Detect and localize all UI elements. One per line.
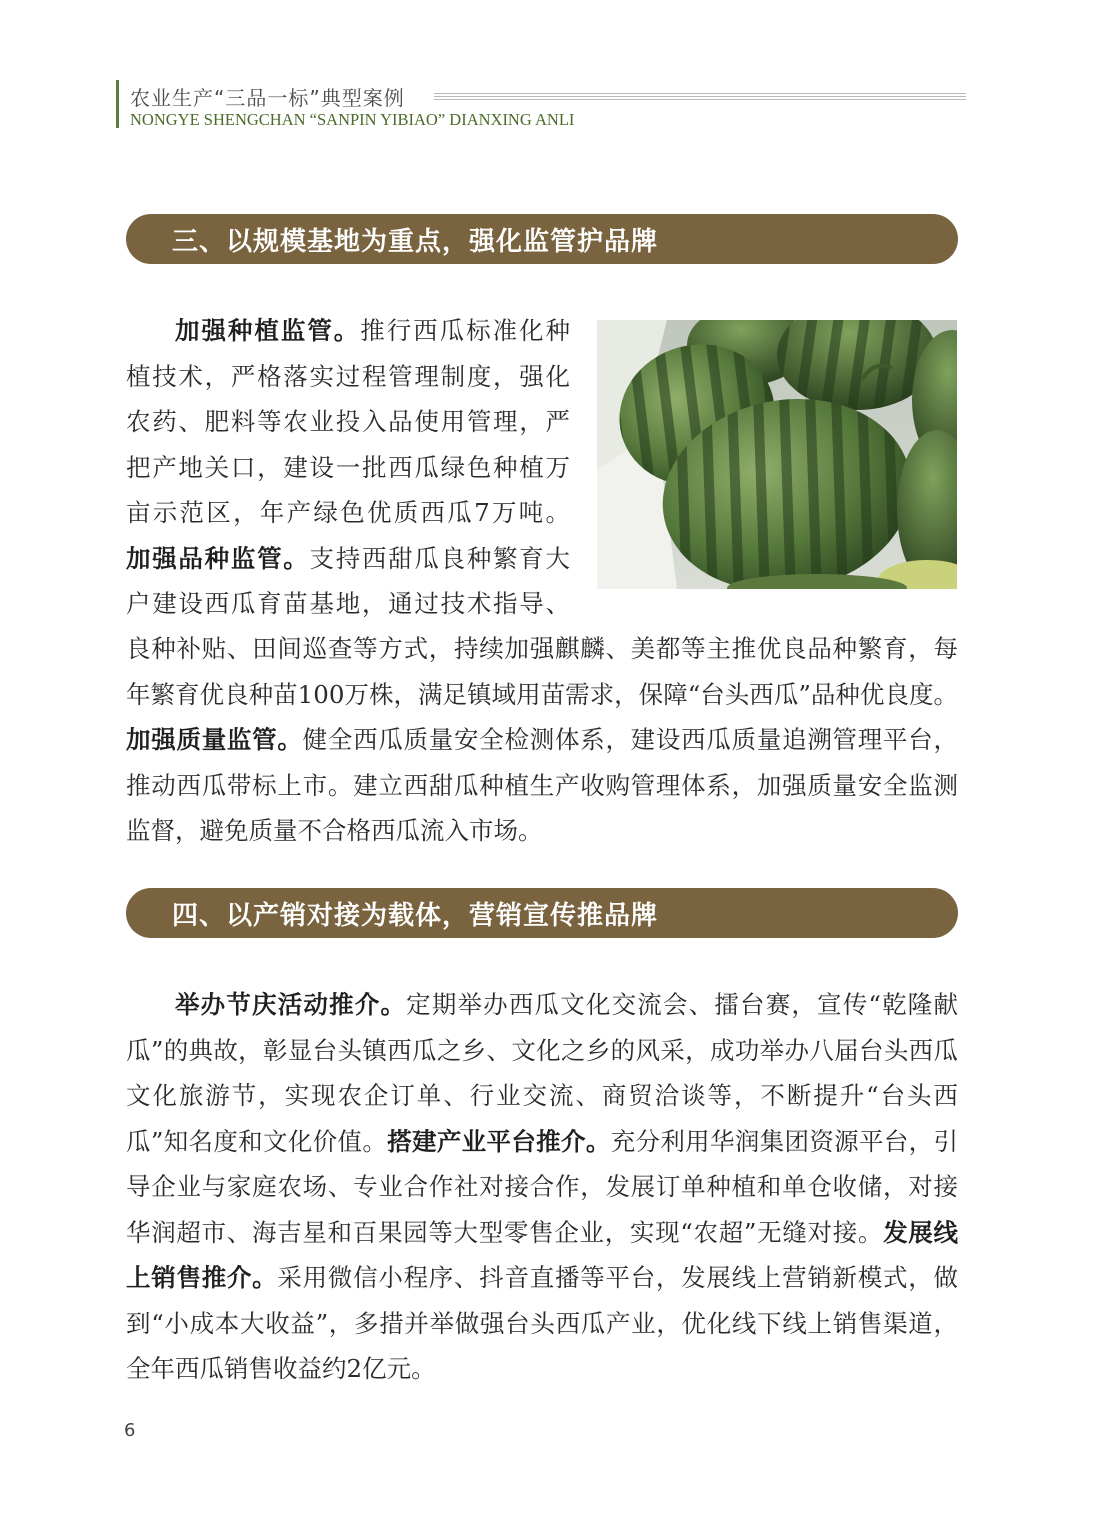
body-text: 定期举办西瓜文化交流会、擂台赛，宣传“乾隆献瓜”的典故，彰显台头镇西瓜之乡、文化之乡的风采，成功举办八届台头西瓜文化旅游节，实现农企订单、行业交流、商贸洽谈等，不断提升“台头西瓜”知名度和文化价值。 (126, 990, 958, 1156)
text-line (126, 308, 570, 354)
section-3-continued-text (126, 626, 958, 854)
text-line (126, 490, 570, 536)
body-text: 把产地关口，建设一批西瓜绿色种植万 (126, 452, 570, 482)
header-accent-bar (116, 80, 119, 128)
bold-lead-phrase: 加强种植监管。 (175, 316, 361, 345)
watermelon-photo (597, 320, 957, 589)
body-text: 充分利用华润集团资源平台，引导企业与家庭农场、专业合作社对接合作，发展订单种植和单仓收储，对接华润超市、海吉星和百果园等大型零售企业，实现“农超”无缝对接。 (126, 1126, 959, 1247)
section-4-text (126, 982, 958, 1392)
body-text: 农药、肥料等农业投入品使用管理，严 (126, 407, 570, 436)
body-text: 健全西瓜质量安全检测体系，建设西瓜质量追溯管理平台，推动西瓜带标上市。建立西甜瓜种植生产收购管理体系，加强质量安全监测监督，避免质量不合格西瓜流入市场。 (126, 725, 958, 845)
body-text: 户建设西瓜育苗基地，通过技术指导、 (126, 589, 570, 618)
text-line (126, 445, 570, 491)
section-3-heading: 三、以规模基地为重点，强化监管护品牌 (172, 226, 659, 257)
body-text: 良种补贴、田间巡查等方式，持续加强麒麟、美都等主推优良品种繁育，每年繁育优良种苗100万株，满足镇域用苗需求，保障“台头西瓜”品种优良度。 (126, 634, 958, 709)
section-4-heading-banner (126, 888, 958, 938)
page-number: 6 (124, 1420, 136, 1441)
section-4-heading: 四、以产销对接为载体，营销宣传推品牌 (172, 900, 659, 931)
bold-lead-phrase: 发展线上销售推介。 (126, 1217, 958, 1292)
header-subtitle: NONGYE SHENGCHAN “SANPIN YIBIAO” DIANXING ANLI (130, 110, 575, 129)
bold-lead-phrase: 搭建产业平台推介。 (387, 1126, 611, 1156)
text-line (126, 581, 570, 627)
body-text: 亩示范区，年产绿色优质西瓜7万吨。 (126, 498, 570, 527)
bold-lead-phrase: 举办节庆活动推介。 (175, 990, 407, 1019)
body-text: 支持西甜瓜良种繁育大 (309, 543, 570, 573)
bold-lead-phrase: 加强质量监管。 (126, 725, 303, 754)
header-rule (434, 93, 966, 102)
text-line (126, 354, 570, 400)
watermelon-illustration (597, 320, 957, 589)
text-line (126, 399, 570, 445)
section-3-wrapped-text (126, 308, 570, 627)
body-text: 采用微信小程序、抖音直播等平台，发展线上营销新模式，做到“小成本大收益”，多措并举做强台头西瓜产业，优化线下线上销售渠道，全年西瓜销售收益约2亿元。 (126, 1263, 958, 1383)
body-text: 推行西瓜标准化种 (360, 316, 570, 345)
header-title: 农业生产“三品一标”典型案例 (130, 86, 405, 110)
body-text: 植技术，严格落实过程管理制度，强化 (126, 361, 570, 391)
running-header (116, 80, 966, 132)
text-line (126, 536, 570, 582)
section-3-heading-banner (126, 214, 958, 264)
bold-lead-phrase: 加强品种监管。 (126, 543, 310, 573)
